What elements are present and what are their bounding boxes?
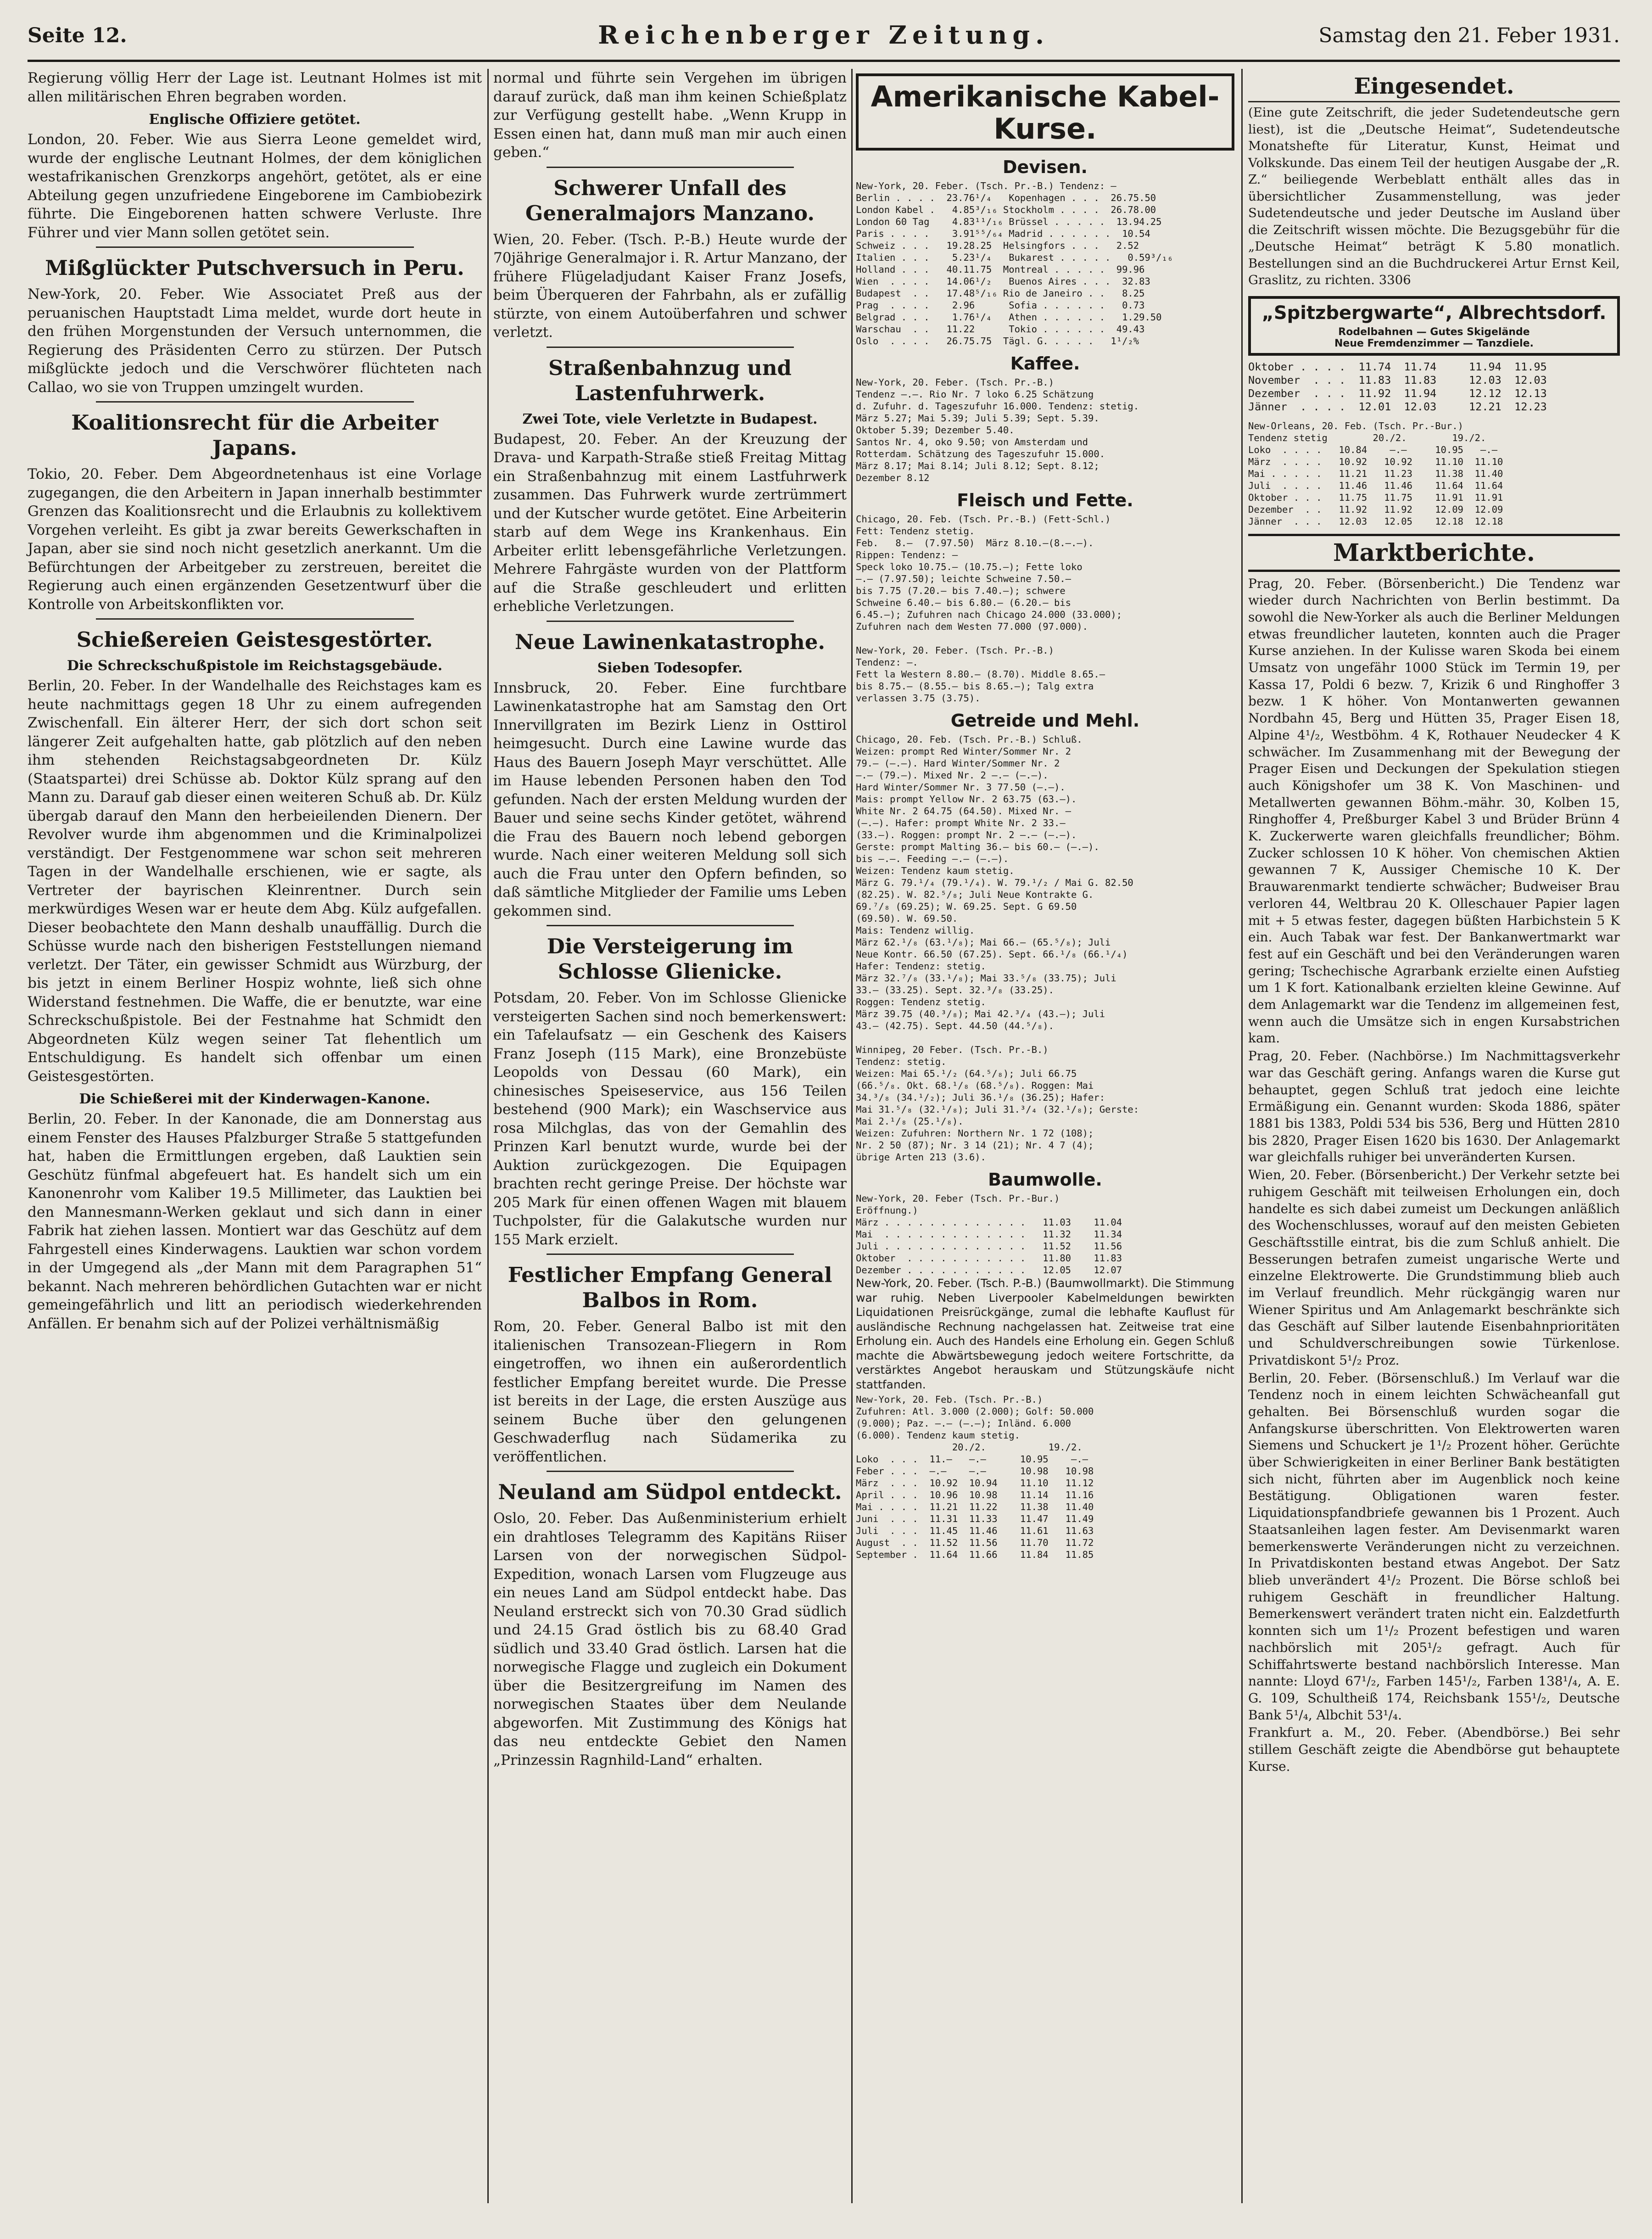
section-heading-fleisch: Fleisch und Fette. <box>957 490 1133 510</box>
article-body: Rom, 20. Feber. General Balbo ist mit den italienischen Transozean-Fliegern in Rom eingetroffen, wo ihnen ein außerordentlich festlicher Empfang bereitet wurde. Die Presse ist bereits in der Lage, die ersten Auszüge aus seinem Buche über den gelungenen Geschwaderflug nach Südamerika zu veröffentlichen. <box>493 1318 847 1465</box>
page-number: Seite 12. <box>28 24 127 47</box>
column-rule <box>851 69 853 2203</box>
section-heading-baumwolle: Baumwolle. <box>988 1170 1102 1190</box>
column-rule <box>487 69 489 2203</box>
baumwolle-table-1: New-York, 20. Feber (Tsch. Pr.-Bur.) Eröffnung.) März . . . . . . . . . . . . . 11.03 11.04 Mai . . . . . . . . . . . . . 11.32 11.34 Juli . . . . . . . . . . . . . 11.52 11.56 Oktober . . . . . . . . . . . 11.80 11.83 Dezember . . . . . . . . . . . 12.05 12.07 <box>856 1193 1122 1276</box>
advertisement-title: „Spitzbergwarte“, Albrechtsdorf. <box>1261 302 1607 324</box>
advertisement-box <box>1248 296 1620 356</box>
baumwolle-table-cont: Oktober . . . . 11.74 11.74 11.94 11.95 November . . . 11.83 11.83 12.03 12.03 Dezember . . . 11.92 11.94 12.12 12.13 Jänner . . . . 12.01 12.03 12.21 12.23 <box>1248 360 1547 413</box>
column-4 <box>1248 69 1620 1776</box>
kaffee-report: New-York, 20. Feber. (Tsch. Pr.-B.) Tendenz —.—. Rio Nr. 7 loko 6.25 Schätzung d. Zufuhr. d. Tageszufuhr 16.000. Tendenz: stetig. März 5.27; Mai 5.39; Juli 5.39; Sept. 5.39. Oktober 5.39; Dezember 5.40. Santos Nr. 4, oko 9.50; von Amsterdam und Rotterdam. Schätzung des Tageszufuhr 15.000. März 8.17; Mai 8.14; Juli 8.12; Sept. 8.12; Dezember 8.12 <box>856 377 1139 483</box>
column-2 <box>493 69 847 1771</box>
article-body: New-York, 20. Feber. Wie Associatet Preß aus der peruanischen Hauptstadt Lima meldet, wurde dort heute in den frühen Morgenstunden der Versuch unternommen, die Regierung des Präsidenten Cerro zu stürzen. Der Putsch mißglückte jedoch und die Verschwörer flüchteten nach Callao, wo sie von Truppen umzingelt wurden. <box>28 286 482 396</box>
section-heading-marktberichte: Marktberichte. <box>1248 534 1620 572</box>
column-1 <box>28 69 482 1335</box>
divider <box>96 246 414 248</box>
baumwolle-report: New-York, 20. Feber. (Tsch. P.-B.) (Baumwollmarkt). Die Stimmung war ruhig. Neben Liverpooler Kabelmeldungen bewirkten Liquidationen Preisrückgänge, zumal die lebhafte Kauflust für ausländische Rechnung nachgelassen hat. Zeitweise trat eine Erholung ein. Auch des Handels eine Erholung ein. Gegen Schluß machte die Abwärtsbewegung jedoch weitere Fortschritte, da verstärktes Angebot herauskam und Stützungskäufe nicht stattfanden. <box>856 1276 1234 1391</box>
article-body: Tokio, 20. Feber. Dem Abgeordnetenhaus ist eine Vorlage zugegangen, die den Arbeitern in Japan innerhalb bestimmter Grenzen das Koalitionsrecht und die Erlaubnis zu kollektivem Vorgehen verleiht. Es gibt ja zwar bereits Gewerkschaften in Japan, aber sie sind noch nicht gesetzlich anerkannt. Um die Befürchtungen der Arbeitgeber zu zerstreuen, bereitet die Regierung auch einen ergänzenden Gesetzentwurf über die Kontrolle von Arbeitskonflikten vor. <box>28 466 482 613</box>
article-continuation: Regierung völlig Herr der Lage ist. Leutnant Holmes ist mit allen militärischen Ehren begraben worden. <box>28 70 482 105</box>
marktbericht-berlin: Berlin, 20. Feber. (Börsenschluß.) Im Verlauf war die Tendenz noch in einem leichten Schwächeanfall gut gehalten. Bei Börsenschluß wurden sogar die Anfangskurse überschritten. Von Elektrowerten waren Siemens und Schuckert je 1¹/₂ Prozent höher. Gerüchte über Schwierigkeiten in einer Berliner Bank bestätigten sich nicht, führten aber im Augenblick noch keine Bestätigung. Obligationen waren fester. Liquidationspfandbriefe gewannen bis 1 Prozent. Auch Staatsanleihen lagen fester. Am Devisenmarkt waren bemerkenswerte Veränderungen nicht zu verzeichnen. In Privatdiskonten bestand etwas Angebot. Der Satz blieb unverändert 4¹/₂ Prozent. Die Börse schloß bei ruhigem Geschäft in freundlicher Haltung. Bemerkenswert verändert traten nicht ein. Ealzdetfurth konnten sich um 1¹/₂ Prozent befestigen und waren nachbörslich mit 205¹/₂ gefragt. Auch für Schiffahrtswerte bestand nachbörslich Interesse. Man nannte: Lloyd 67¹/₂, Farben 145¹/₂, Farben 138¹/₄, A. E. G. 109, Schultheiß 174, Reichsbank 155¹/₂, Deutsche Bank 5¹/₄, Albchit 53¹/₄. <box>1248 1370 1620 1723</box>
column-rule <box>1241 69 1243 2203</box>
divider <box>547 347 794 348</box>
advertisement-text: Rodelbahnen — Gutes Skigelände Neue Fremdenzimmer — Tanzdiele. <box>1334 326 1534 349</box>
marktbericht-frankfurt: Frankfurt a. M., 20. Feber. (Abendbörse.) Bei sehr stillem Geschäft zeigte die Abendbörse gut behauptete Kurse. <box>1248 1725 1620 1774</box>
article-headline: Neuland am Südpol entdeckt. <box>498 1480 842 1504</box>
article-subheadline: Die Schreckschußpistole im Reichstagsgebäude. <box>67 658 443 674</box>
marktbericht-prag-nachboerse: Prag, 20. Feber. (Nachbörse.) Im Nachmittagsverkehr war das Geschäft gering. Anfangs waren die Kurse gut behauptet, gegen Schluß trat jedoch eine leichte Ermäßigung ein. Genannt wurden: Skoda 1886, später 1881 bis 1383, Poldi 534 bis 536, Berg und Hütten 2810 bis 2820, Prager Eisen 1620 bis 1630. Der Anlagemarkt war gleichfalls ruhiger bei unveränderten Kursen. <box>1248 1048 1620 1165</box>
devisen-table: New-York, 20. Feber. (Tsch. Pr.-B.) Tendenz: — Berlin . . . . 23.76¹/₄ Kopenhagen . . . 26.75.50 London Kabel . 4.85³/₁₆ Stockholm . . . . 26.78.00 London 60 Tag 4.83¹¹/₁₆ Brüssel . . . . . 13.94.25 Paris . . . . 3.91⁵⁵/₆₄ Madrid . . . . . . 10.54 Schweiz . . . 19.28.25 Helsingfors . . . 2.52 Italien . . . 5.23¹/₄ Bukarest . . . . . 0.59³/₁₆ Holland . . . 40.11.75 Montreal . . . . . 99.96 Wien . . . . 14.06¹/₂ Buenos Aires . . . 32.83 Budapest . . 17.48⁵/₁₆ Rio de Janeiro . . 8.25 Prag . . . . 2.96 Sofia . . . . . . 0.73 Belgrad . . . 1.76¹/₄ Athen . . . . . . 1.29.50 Warschau . . 11.22 Tokio . . . . . . 49.43 Oslo . . . . 26.75.75 Tägl. G. . . . . 1¹/₂% <box>856 180 1173 347</box>
cable-rates-title: Amerikanische Kabel-Kurse. <box>871 80 1220 146</box>
cable-rates-title-box <box>856 73 1234 151</box>
new-orleans-table: New-Orleans, 20. Feb. (Tsch. Pr.-Bur.) Tendenz stetig 20./2. 19./2. Loko . . . . 10.84 —.— 10.95 —.— März . . . . 10.92 10.92 11.10 11.10 Mai . . . . . 11.21 11.23 11.38 11.40 Juli . . . . 11.46 11.46 11.64 11.64 Oktober . . . 11.75 11.75 11.91 11.91 Dezember . . 11.92 11.92 12.09 12.09 Jänner . . . 12.03 12.05 12.18 12.18 <box>1248 420 1503 527</box>
article-body: Oslo, 20. Feber. Das Außenministerium erhielt ein drahtloses Telegramm des Kapitäns Riiser Larsen von der norwegischen Südpol-Expedition, wonach Larsen vom Flugzeuge aus ein neues Land am Südpol entdeckt habe. Das Neuland erstreckt sich von 70.30 Grad südlich und 24.15 Grad östlich bis zu 68.40 Grad südlich und 33.40 Grad östlich. Larsen hat die norwegische Flagge und zugleich ein Dokument über die Besitzergreifung im Namen des norwegischen Staates über dem Neulande abgeworfen. Mit Zustimmung des Königs hat das neu entdeckte Gebiet den Namen „Prinzessin Ragnhild-Land“ erhalten. <box>493 1510 847 1769</box>
marktbericht-prag: Prag, 20. Feber. (Börsenbericht.) Die Tendenz war wieder durch Nachrichten von Berlin bestimmt. Da sowohl die New-Yorker als auch die Berliner Meldungen etwas freundlicher lauteten, konnten auch die Prager Kurse anziehen. In der Kulisse waren Skoda bei einem Umsatz von ungefähr 1000 Stück im Termin 19, per Kassa 17, Poldi 6 bezw. 7, Krizik 6 und Ringhoffer 3 bezw. 1 K höher. Von Montanwerten gewannen Nordbahn 45, Berg und Hütten 35, Prager Eisen 18, Alpine 4¹/₂, Westböhm. 4 K, Rothauer Neudecker 4 K schwächer. Im Zusammenhang mit der Bewegung der Prager Eisen und Deckungen der Spekulation stiegen auch Königshofer um 38 K. Von Maschinen- und Metallwerten gewannen Böhm.-mähr. 30, Kolben 15, Ringhoffer 4, Preßburger Kabel 3 und Brüder Brünn 4 K. Zuckerwerte waren gleichfalls freundlicher; Böhm. Zucker schlossen 10 K höher. Von chemischen Aktien gewannen 7 K, Aussiger Chemische 10 K. Der Brauwarenmarkt tendierte schwächer; Budweiser Brau verloren 44, Weltbrau 20 K. Olleschauer Papier lagen mit + 5 etwas fester, dagegen büßten Harbichstein 5 K ein. Auch Tabak war fest. Der Bankanwertmarkt war fest auf ein Geschäft und bei den Veränderungen waren gering; Tschechische Agrarbank erzielte einen Aufstieg um 1 K fort. Kationalbank erzielten kleine Gewinne. Auf dem Anlagemarkt war die Tendenz im allgemeinen fest, wenn auch die Umsätze sich in engen Kursabstrichen kam. <box>1248 576 1620 1046</box>
article-body: Wien, 20. Feber. (Tsch. P.-B.) Heute wurde der 70jährige Generalmajor i. R. Artur Manzano, der frühere Flügeladjudant Kaiser Franz Josefs, beim Überqueren der Fahrbahn, als er zufällig stürzte, von einem Autoüberfahren und schwer verletzt. <box>493 231 847 341</box>
divider <box>96 618 414 620</box>
article-headline: Mißglückter Putschversuch in Peru. <box>45 256 464 280</box>
divider <box>547 167 794 168</box>
section-heading-getreide: Getreide und Mehl. <box>950 711 1140 731</box>
divider <box>547 925 794 926</box>
article-body: London, 20. Feber. Wie aus Sierra Leone gemeldet wird, wurde der englische Leutnant Holmes, der dem königlichen westafrikanischen Grenzkorps angehört, getötet, als er eine Abteilung gegen unzufriedene Eingeborene im Cambiobezirk führte. Die Eingeborenen hatten schwere Verluste. Ihre Führer und vier Mann sollen getötet sein. <box>28 131 482 241</box>
section-heading-kaffee: Kaffee. <box>1010 353 1080 374</box>
eingesendet-body: (Eine gute Zeitschrift, die jeder Sudetendeutsche gern liest), ist die „Deutsche Heimat“, Sudetendeutsche Monatshefte für Literatur, Kunst, Heimat und Volkskunde. Das einem Teil der heutigen Ausgabe der „R. Z.“ beiliegende Werbeblatt enthält alles das in übersichtlicher Zusammenstellung, was jeder Sudetendeutsche und jeder Deutsche im Ausland über die Zeitschrift wissen möchte. Die Bezugsgebühr für die „Deutsche Heimat“ beträgt K 5.80 monatlich. Bestellungen sind an die Buchdruckerei Artur Ernst Keil, Graslitz, zu richten. 3306 <box>1248 105 1620 287</box>
article-headline: Schießereien Geistesgestörter. <box>76 627 433 652</box>
marktbericht-wien: Wien, 20. Feber. (Börsenbericht.) Der Verkehr setzte bei ruhigem Geschäft mit teilweisen Erholungen ein, doch handelte es sich dabei zumeist um Deckungen anläßlich des Wochenschlusses, worauf auf den meisten Gebieten Geschäftsstille eintrat, bis die zum Schluß anhielt. Die Besserungen betrafen zumeist ungarische Werte und einzelne Elektrowerte. Die Grundstimmung blieb auch im Verlauf freundlich. Mehr rückgängig waren nur Wiener Spiritus und Am Anlagemarkt beschränkte sich das Geschäft auf Silber lautende Eisenbahnprioritäten und Schuldverschreibungen sowie Türkenlose. Privatdiskont 5¹/₂ Proz. <box>1248 1167 1620 1368</box>
article-headline: Schwerer Unfall des Generalmajors Manzano. <box>525 175 815 225</box>
article-headline: Festlicher Empfang General Balbos in Rom. <box>508 1263 832 1312</box>
article-subheadline: Sieben Todesopfer. <box>597 660 743 676</box>
divider <box>547 1254 794 1255</box>
baumwolle-table-2: New-York, 20. Feb. (Tsch. Pr.-B.) Zufuhren: Atl. 3.000 (2.000); Golf: 50.000 (9.000); Paz. —.— (—.—); Inländ. 6.000 (6.000). Tendenz kaum stetig. 20./2. 19./2. Loko . . . 11.— —.— 10.95 —.— Feber . . . —.— —.— 10.98 10.98 März . . . 10.92 10.94 11.10 11.12 April . . . 10.96 10.98 11.14 11.16 Mai . . . . 11.21 11.22 11.38 11.40 Juni . . . 11.31 11.33 11.47 11.49 Juli . . . 11.45 11.46 11.61 11.63 August . . 11.52 11.56 11.70 11.72 September . 11.64 11.66 11.84 11.85 <box>856 1394 1094 1560</box>
divider <box>547 1471 794 1472</box>
article-headline: Neue Lawinenkatastrophe. <box>514 629 826 654</box>
column-3-markets <box>856 69 1234 1561</box>
divider <box>547 621 794 622</box>
article-body: Berlin, 20. Feber. In der Kanonade, die am Donnerstag aus einem Fenster des Hauses Pfalzburger Straße 5 stattgefunden hat, haben die Ermittlungen ergeben, daß Lauktien sein Geschütz fünfmal abgefeuert hat. Es handelt sich um ein Kanonenrohr vom Kaliber 19.5 Millimeter, das Lauktien bei den Mannesmann-Werken geklaut und sich dann in einer Fabrik hat ziehen lassen. Montiert war das Geschütz auf dem Fahrgestell eines Kinderwagens. Lauktien war schon vordem in der Umgegend als „der Mann mit dem Paragraphen 51“ bekannt. Nach mehreren behördlichen Gutachten war er nicht gemeingefährlich und litt an periodisch wiederkehrenden Anfällen. Er benahm sich auf der Polizei verhältnismäßig <box>28 1111 482 1332</box>
newspaper-title: Reichenberger Zeitung. <box>598 20 1049 50</box>
article-body: Budapest, 20. Feber. An der Kreuzung der Drava- und Karpath-Straße stieß Freitag Mittag ein Straßenbahnzug mit einem Lastfuhrwerk zusammen. Das Fuhrwerk wurde zertrümmert und der Kutscher wurde getötet. Eine Arbeiterin starb auf dem Wege ins Krankenhaus. Ein Arbeiter erlitt lebensgefährliche Verletzungen. Mehrere Fahrgäste wurden von der Plattform auf die Straße geschleudert und erlitten erhebliche Verletzungen. <box>493 431 847 615</box>
fleisch-report: Chicago, 20. Feb. (Tsch. Pr.-B.) (Fett-Schl.) Fett: Tendenz stetig. Feb. 8.— (7.97.50) März 8.10.—(8.—.—). Rippen: Tendenz: — Speck loko 10.75.— (10.75.—); Fette loko —.— (7.97.50); leichte Schweine 7.50.— bis 7.75 (7.20.— bis 7.40.—); schwere Schweine 6.40.— bis 6.80.— (6.20.— bis 6.45.—); Zufuhren nach Chicago 24.000 (33.000); Zufuhren nach dem Westen 77.000 (97.000). New-York, 20. Feber. (Tsch. Pr.-B.) Tendenz: —. Fett la Western 8.80.— (8.70). Middle 8.65.— bis 8.75.— (8.55.— bis 8.65.—); Talg extra verlassen 3.75 (3.75). <box>856 514 1122 704</box>
article-body: Innsbruck, 20. Feber. Eine furchtbare Lawinenkatastrophe hat am Samstag den Ort Innervillgraten im Bezirk Lienz in Osttirol heimgesucht. Durch eine Lawine wurde das Haus des Bauern Joseph Mayr verschüttet. Alle im Hause lebenden Personen haben den Tod gefunden. Nach der ersten Meldung wurden der Bauer und seine sechs Kinder getötet, während die Frau des Bauern noch lebend geborgen wurde. Nach einer weiteren Meldung soll sich auch die Frau unter den Opfern befinden, so daß sämtliche Mitglieder der Familie ums Leben gekommen sind. <box>493 679 847 919</box>
article-continuation: normal und führte sein Vergehen im übrigen darauf zurück, daß man ihm keinen Schießplatz zur Verfügung gestellt habe. „Wenn Krupp in Essen einen hat, dann muß man mir auch einen geben.“ <box>493 70 847 161</box>
article-body: Potsdam, 20. Feber. Von im Schlosse Glienicke versteigerten Sachen sind noch bemerkenswert: ein Tafelaufsatz — ein Geschenk des Kaisers Franz Joseph (115 Mark), eine Bronzebüste Leopolds von Dessau (60 Mark), ein chinesisches Speiseservice, aus 156 Teilen bestehend (900 Mark); ein Waschservice aus rosa Milchglas, das von der Gemahlin des Prinzen Karl benutzt wurde, wurde bei der Auktion zurückgezogen. Die Equipagen brachten recht geringe Preise. Der höchste war 205 Mark für einen offenen Wagen mit blauem Tuchpolster, für die Galakutsche wurden nur 155 Mark erzielt. <box>493 990 847 1248</box>
article-subheadline: Zwei Tote, viele Verletzte in Budapest. <box>522 411 818 427</box>
masthead <box>28 18 1620 62</box>
getreide-report: Chicago, 20. Feb. (Tsch. Pr.-B.) Schluß. Weizen: prompt Red Winter/Sommer Nr. 2 79.— (—.—). Hard Winter/Sommer Nr. 2 —.— (79.—). Mixed Nr. 2 —.— (—.—). Hard Winter/Sommer Nr. 3 77.50 (—.—). Mais: prompt Yellow Nr. 2 63.75 (63.—). White Nr. 2 64.75 (64.50). Mixed Nr. — (—.—). Hafer: prompt White Nr. 2 33.— (33.—). Roggen: prompt Nr. 2 —.— (—.—). Gerste: prompt Malting 36.— bis 60.— (—.—). bis —.—. Feeding —.— (—.—). Weizen: Tendenz kaum stetig. März G. 79.¹/₄ (79.¹/₄). W. 79.¹/₂ / Mai G. 82.50 (82.25). W. 82.⁵/₈; Juli Neue Kontrakte G. 69.⁷/₈ (69.25); W. 69.25. Sept. G 69.50 (69.50). W. 69.50. Mais: Tendenz willig. März 62.¹/₈ (63.¹/₈); Mai 66.— (65.⁵/₈); Juli Neue Kontr. 66.50 (67.25). Sept. 66.¹/₈ (66.¹/₄) Hafer: Tendenz: stetig. März 32.⁷/₈ (33.¹/₈); Mai 33.⁵/₈ (33.75); Juli 33.— (33.25). Sept. 32.³/₈ (33.25). Roggen: Tendenz stetig. März 39.75 (40.³/₈); Mai 42.³/₄ (43.—); Juli 43.— (42.75). Sept. 44.50 (44.⁵/₈). Winnipeg, 20 Feber. (Tsch. Pr.-B.) Tendenz: stetig. Weizen: Mai 65.¹/₂ (64.⁵/₈); Juli 66.75 (66.⁵/₈. Okt. 68.¹/₈ (68.⁵/₈). Roggen: Mai 34.³/₈ (34.¹/₂); Juli 36.¹/₈ (36.25); Hafer: Mai 31.⁵/₈ (32.¹/₈); Juli 31.³/₄ (32.¹/₈); Gerste: Mai 2.¹/₈ (25.¹/₈). Weizen: Zufuhren: Northern Nr. 1 72 (108); Nr. 2 50 (87); Nr. 3 14 (21); Nr. 4 7 (4); übrige Arten 213 (3.6). <box>856 734 1139 1163</box>
issue-date: Samstag den 21. Feber 1931. <box>1318 24 1620 47</box>
article-headline: Koalitionsrecht für die Arbeiter Japans. <box>71 410 438 460</box>
section-heading-eingesendet: Eingesendet. <box>1248 73 1620 102</box>
article-subheadline: Die Schießerei mit der Kinderwagen-Kanone. <box>79 1091 430 1107</box>
divider <box>96 401 414 403</box>
article-headline: Die Versteigerung im Schlosse Glienicke. <box>547 934 793 984</box>
article-headline: Straßenbahnzug und Lastenfuhrwerk. <box>548 355 792 405</box>
article-body: Berlin, 20. Feber. In der Wandelhalle des Reichstages kam es heute nachmittags gegen 18 Uhr zu einem aufregenden Zwischenfall. Ein älterer Herr, der sich dort schon seit längerer Zeit aufgehalten hatte, gab plötzlich auf den neben ihm stehenden Reichstagsabgeordneten Dr. Külz (Staatspartei) drei Schüsse ab. Doktor Külz sprang auf den Mann zu. Darauf gab dieser einen weiteren Schuß ab. Dr. Külz übergab darauf den Mann den herbeieilenden Dienern. Der Revolver wurde ihm abgenommen und die Kriminalpolizei verständigt. Der Festgenommene war schon seit mehreren Tagen in der Wandelhalle erschienen, wie er sagte, als Vertreter der bayrischen Kleinrentner. Durch sein merkwürdiges Wesen war er heute dem Abg. Külz aufgefallen. Dieser beobachtete den Mann deshalb unauffällig. Durch die Schüsse wurde nach den bisherigen Feststellungen niemand verletzt. Der Täter, ein gewisser Schmidt aus Würzburg, der bis jetzt in einem Berliner Hospiz wohnte, ließ sich ohne Widerstand festnehmen. Die Waffe, die er benutzte, war eine Schreckschußpistole. Bei der Festnahme hat Schmidt den Abgeordneten Külz wegen seiner Tat flehentlich um Entschuldigung. Es handelt sich offenbar um einen Geistesgestörten. <box>28 677 482 1085</box>
article-headline: Englische Offiziere getötet. <box>149 112 361 128</box>
section-heading-devisen: Devisen. <box>1003 157 1088 177</box>
